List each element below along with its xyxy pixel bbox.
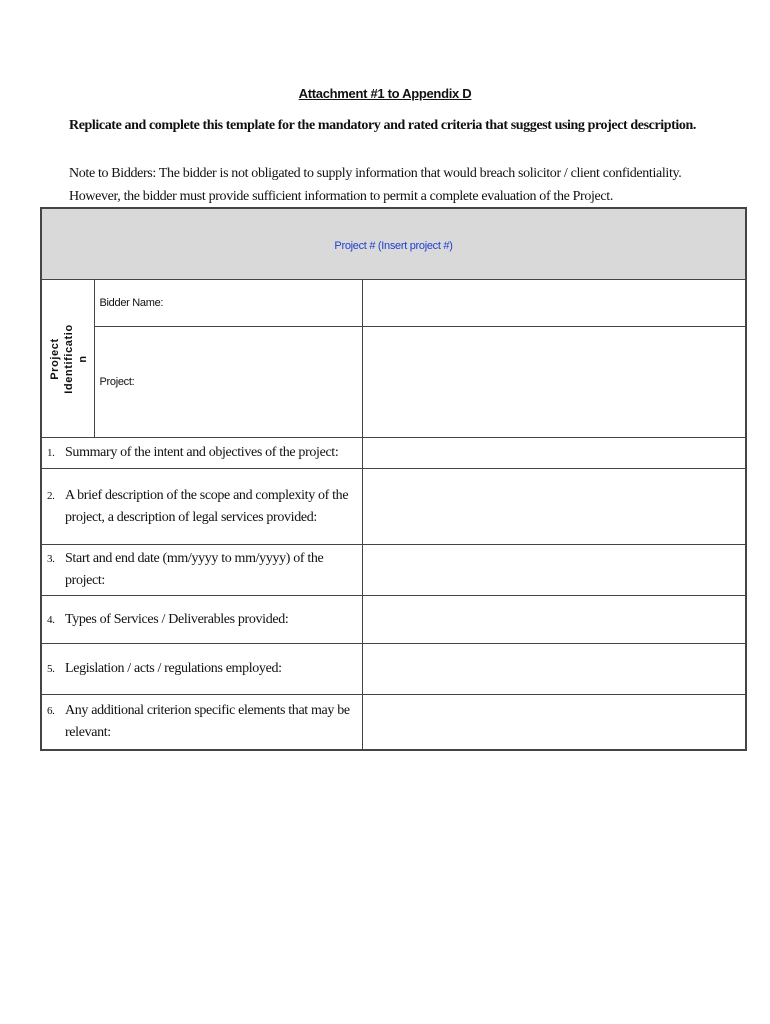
question-number: 6. [47,704,55,717]
project-template-table [40,207,747,751]
question-number: 1. [47,447,55,459]
question-number: 3. [47,553,55,565]
project-number-header-text: Project # (Insert project #) [334,240,453,252]
answer-field-1[interactable] [362,438,746,469]
project-number-header[interactable] [41,208,746,280]
answer-field-4[interactable] [362,596,746,644]
side-label-line-3: n [76,354,89,363]
project-field[interactable] [362,327,746,438]
question-number: 5. [47,663,55,675]
question-text: Types of Services / Deliverables provided: [65,611,289,627]
question-text: A brief description of the scope and complexity of the project, a description of legal services provided: [65,487,349,525]
side-label-text [48,324,90,394]
question-text: Start and end date (mm/yyyy to mm/yyyy) of the project: [65,551,324,588]
side-label-line-1: Project [48,337,61,380]
bidder-name-label: Bidder Name: [94,280,362,327]
question-text: Summary of the intent and objectives of the project: [65,445,339,460]
question-row-5 [41,644,362,695]
project-identification-side-label [41,280,94,438]
question-row-3 [41,545,362,596]
instruction-text: Replicate and complete this template for the mandatory and rated criteria that suggest using project description. [69,118,696,133]
question-row-2 [41,469,362,545]
side-label-line-2: Identificatio [62,323,75,394]
answer-field-2[interactable] [362,469,746,545]
answer-field-5[interactable] [362,644,746,695]
question-text: Legislation / acts / regulations employed: [65,661,282,676]
answer-field-6[interactable] [362,695,746,750]
question-number: 2. [47,489,55,502]
question-number: 4. [47,613,55,626]
question-row-1 [41,438,362,469]
question-row-6 [41,695,362,750]
question-row-4 [41,596,362,644]
bidder-name-field[interactable] [362,280,746,327]
note-to-bidders: Note to Bidders: The bidder is not obligated to supply information that would breach solicitor / client confidentiality. However, the bidder must provide sufficient information to permit a complete evaluation of the Project. [69,166,682,204]
project-label: Project: [94,327,362,438]
answer-field-3[interactable] [362,545,746,596]
document-title: Attachment #1 to Appendix D [298,86,472,101]
question-text: Any additional criterion specific elements that may be relevant: [65,702,350,740]
